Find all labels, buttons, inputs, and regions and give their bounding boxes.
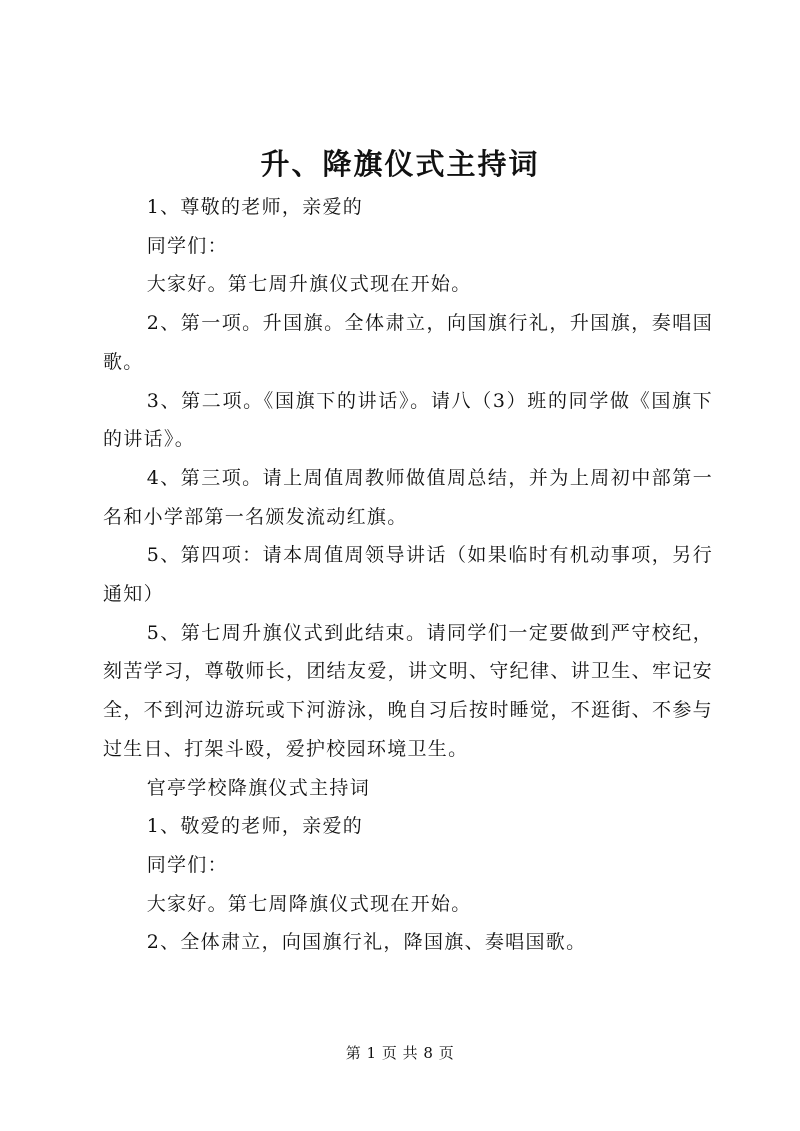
paragraph: 1、尊敬的老师，亲爱的 [146, 196, 364, 218]
paragraph: 3、第二项。《国旗下的讲话》。请八（3）班的同学做《国旗下的讲话》。 [103, 389, 713, 451]
paragraph: 2、全体肃立，向国旗行礼，降国旗、奏唱国歌。 [146, 931, 587, 954]
paragraph: 4、第三项。请上周值周教师做值周总结，并为上周初中部第一名和小学部第一名颁发流动红旗。 [103, 466, 713, 528]
paragraph: 5、第七周升旗仪式到此结束。请同学们一定要做到严守校纪，刻苦学习，尊敬师长，团结友爱，讲文明、守纪律、讲卫生、牢记安全，不到河边游玩或下河游泳，晚自习后按时睡觉，不逛街、不参与过生日、打架斗殴，爱护校园环境卫生。 [103, 621, 713, 760]
section-heading: 官亭学校降旗仪式主持词 [146, 776, 370, 799]
page-number-footer: 第 1 页 共 8 页 [345, 1044, 455, 1062]
paragraph: 同学们： [146, 853, 228, 876]
paragraph: 同学们： [146, 234, 228, 257]
document-title: 升、降旗仪式主持词 [260, 147, 540, 181]
paragraph: 2、第一项。升国旗。全体肃立，向国旗行礼，升国旗，奏唱国歌。 [103, 312, 713, 373]
paragraph: 大家好。第七周升旗仪式现在开始。 [146, 273, 472, 296]
paragraph: 1、敬爱的老师，亲爱的 [146, 815, 364, 838]
document-body [103, 188, 713, 962]
paragraph: 大家好。第七周降旗仪式现在开始。 [146, 892, 472, 915]
paragraph: 5、第四项：请本周值周领导讲话（如果临时有机动事项，另行通知） [103, 544, 713, 606]
